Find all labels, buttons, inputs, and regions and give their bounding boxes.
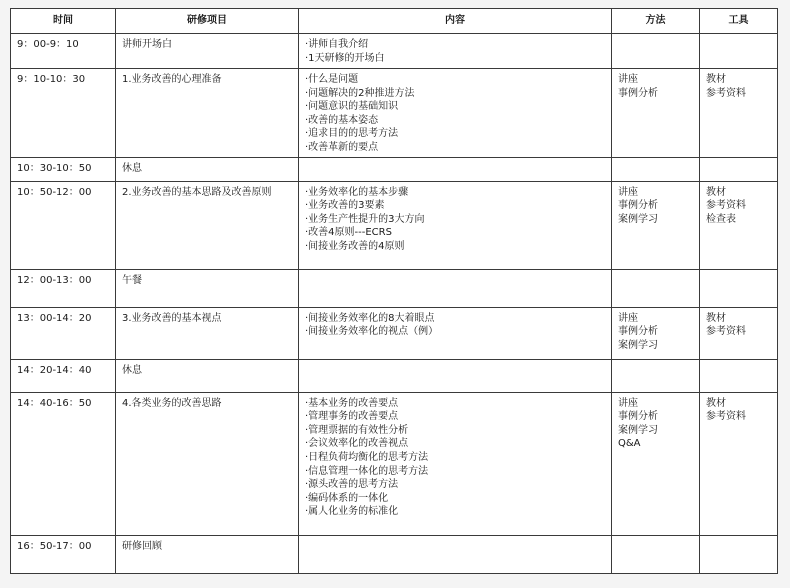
content-cell: [299, 535, 612, 573]
method-cell-line: 事例分析: [618, 411, 658, 423]
tool-cell-line: 参考资料: [706, 326, 746, 338]
table-row: [11, 34, 778, 69]
content-cell-line: ·源头改善的思考方法: [305, 479, 399, 491]
content-cell: [299, 34, 612, 69]
method-cell: [612, 307, 700, 359]
time-cell: 9：00-9：10: [11, 34, 116, 69]
item-cell: 3.业务改善的基本视点: [116, 307, 299, 359]
content-cell-line: ·会议效率化的改善视点: [305, 438, 409, 450]
tool-cell-line: 参考资料: [706, 411, 746, 423]
item-cell: 休息: [116, 359, 299, 392]
content-cell-line: ·间接业务改善的4原则: [305, 240, 405, 252]
content-cell-line: ·管理票据的有效性分析: [305, 424, 409, 436]
time-cell: 13：00-14：20: [11, 307, 116, 359]
tool-cell: [700, 269, 778, 307]
method-cell: [612, 157, 700, 181]
tool-cell-line: 教材: [706, 186, 726, 198]
header-content: 内容: [299, 9, 612, 34]
content-cell-line: ·改善革新的要点: [305, 141, 379, 153]
tool-cell-line: 参考资料: [706, 200, 746, 212]
content-cell-line: ·问题解决的2种推进方法: [305, 87, 415, 99]
content-cell-line: ·间接业务效率化的8大着眼点: [305, 312, 435, 324]
tool-cell: [700, 69, 778, 158]
content-cell-line: ·改善4原则---ECRS: [305, 227, 392, 239]
content-cell-line: ·追求目的的思考方法: [305, 128, 399, 140]
method-cell-line: 事例分析: [618, 200, 658, 212]
content-cell-line: ·改善的基本姿态: [305, 114, 379, 126]
tool-cell: [700, 157, 778, 181]
content-cell-line: ·基本业务的改善要点: [305, 397, 399, 409]
content-cell-line: ·管理事务的改善要点: [305, 411, 399, 423]
training-schedule-table: [10, 8, 778, 574]
content-cell: [299, 307, 612, 359]
content-cell-line: ·编码体系的一体化: [305, 492, 389, 504]
content-cell-line: ·业务改善的3要素: [305, 200, 385, 212]
method-cell-line: 讲座: [618, 312, 638, 324]
method-cell: [612, 359, 700, 392]
time-cell: 10：30-10：50: [11, 157, 116, 181]
content-cell-line: ·属人化业务的标准化: [305, 506, 399, 518]
method-cell-line: 案例学习: [618, 339, 658, 351]
header-row: [11, 9, 778, 34]
tool-cell-line: 检查表: [706, 213, 736, 225]
content-cell-line: ·1天研修的开场白: [305, 52, 385, 64]
time-cell: 9：10-10：30: [11, 69, 116, 158]
tool-cell: [700, 535, 778, 573]
item-cell: 研修回顾: [116, 535, 299, 573]
item-cell: 讲师开场白: [116, 34, 299, 69]
schedule-body: [11, 34, 778, 574]
method-cell-line: 案例学习: [618, 424, 658, 436]
method-cell: [612, 269, 700, 307]
method-cell-line: 事例分析: [618, 326, 658, 338]
content-cell-line: ·什么是问题: [305, 74, 359, 85]
table-row: [11, 307, 778, 359]
content-cell: [299, 157, 612, 181]
method-cell: [612, 392, 700, 535]
table-row: [11, 535, 778, 573]
time-cell: 16：50-17：00: [11, 535, 116, 573]
header-item: 研修项目: [116, 9, 299, 34]
tool-cell-line: 教材: [706, 397, 726, 409]
method-cell-line: 案例学习: [618, 213, 658, 225]
item-cell: 休息: [116, 157, 299, 181]
tool-cell-line: 教材: [706, 312, 726, 324]
table-row: [11, 359, 778, 392]
method-cell: [612, 69, 700, 158]
time-cell: 14：20-14：40: [11, 359, 116, 392]
content-cell-line: ·信息管理一体化的思考方法: [305, 465, 429, 477]
table-row: [11, 392, 778, 535]
content-cell-line: ·日程负荷均衡化的思考方法: [305, 451, 429, 463]
time-cell: 12：00-13：00: [11, 269, 116, 307]
item-cell: 4.各类业务的改善思路: [116, 392, 299, 535]
content-cell: [299, 359, 612, 392]
method-cell-line: 讲座: [618, 186, 638, 198]
method-cell-line: 讲座: [618, 74, 638, 85]
content-cell-line: ·问题意识的基础知识: [305, 101, 399, 113]
header-time: 时间: [11, 9, 116, 34]
content-cell-line: ·讲师自我介绍: [305, 39, 369, 50]
tool-cell-line: 教材: [706, 74, 726, 85]
header-tool: 工具: [700, 9, 778, 34]
schedule-wrapper: [10, 8, 778, 574]
table-row: [11, 269, 778, 307]
content-cell-line: ·业务效率化的基本步骤: [305, 186, 409, 198]
tool-cell: [700, 392, 778, 535]
tool-cell-line: 参考资料: [706, 87, 746, 99]
time-cell: 10：50-12：00: [11, 181, 116, 269]
time-cell: 14：40-16：50: [11, 392, 116, 535]
tool-cell: [700, 181, 778, 269]
content-cell: [299, 392, 612, 535]
method-cell-line: 事例分析: [618, 87, 658, 99]
content-cell-line: ·业务生产性提升的3大方向: [305, 213, 425, 225]
content-cell: [299, 69, 612, 158]
tool-cell: [700, 34, 778, 69]
method-cell-line: 讲座: [618, 397, 638, 409]
item-cell: 1.业务改善的心理准备: [116, 69, 299, 158]
tool-cell: [700, 359, 778, 392]
method-cell: [612, 181, 700, 269]
tool-cell: [700, 307, 778, 359]
method-cell: [612, 34, 700, 69]
method-cell-line: Q&A: [618, 438, 641, 450]
table-row: [11, 69, 778, 158]
table-row: [11, 181, 778, 269]
table-row: [11, 157, 778, 181]
item-cell: 2.业务改善的基本思路及改善原则: [116, 181, 299, 269]
content-cell: [299, 269, 612, 307]
content-cell: [299, 181, 612, 269]
item-cell: 午餐: [116, 269, 299, 307]
header-method: 方法: [612, 9, 700, 34]
content-cell-line: ·间接业务效率化的视点（例）: [305, 326, 439, 338]
method-cell: [612, 535, 700, 573]
